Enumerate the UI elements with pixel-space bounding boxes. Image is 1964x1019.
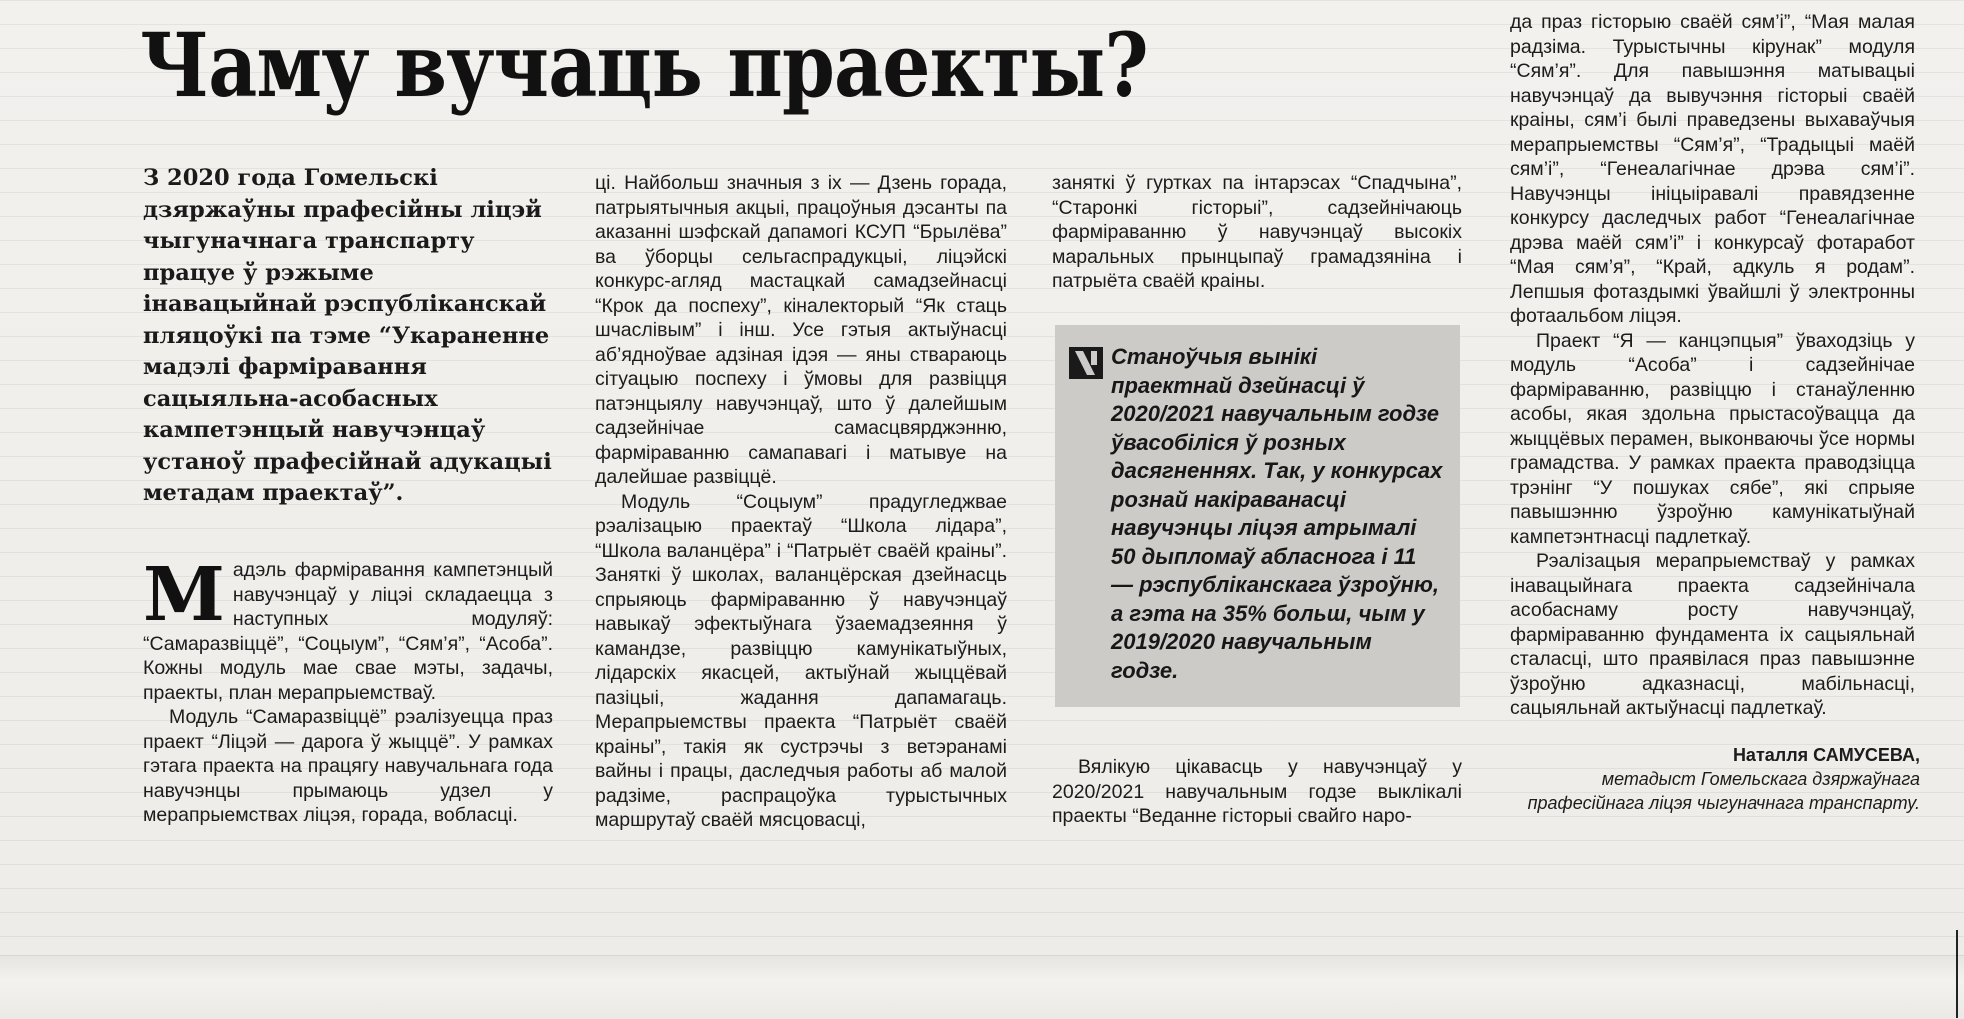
article-lead: З 2020 года Гомельскі дзяржаўны прафесійны ліцэй чыгуначнага транспарту працуе ў рэжыме інавацыйнай рэспубліканскай пляцоўкі па тэме “Укараненне мадэлі фарміравання сацыяльна-асобасных кампетэнцый навучэнцаў устаноў прафесійнай адукацыі метадам праектаў”.: [143, 165, 552, 506]
article-headline: Чаму вучаць праекты?: [140, 13, 1148, 117]
column-3-bottom: [1052, 755, 1462, 829]
page-edge-mark: [1956, 930, 1958, 1018]
author-role-line-2: прафесійнага ліцэя чыгуначнага транспарту.: [1527, 793, 1920, 813]
column-1-paragraph-1: [143, 552, 553, 705]
column-1-paragraph-1-text: адэль фарміравання кампетэнцый навучэнцаў у ліцэі складаецца з наступных модуляў: “Самаразвіццё”, “Соцыум”, “Сям’я”, “Асоба”. Кожны модуль мае свае мэты, задачы, праекты, план мерапрыемстваў.: [143, 559, 553, 704]
author-role-line-1: метадыст Гомельскага дзяржаўнага: [1601, 769, 1920, 789]
drop-cap: М: [143, 552, 225, 638]
author-name: Наталля САМУСЕВА,: [1732, 745, 1920, 765]
quote-mark-icon: [1069, 347, 1103, 379]
column-4-paragraph-3: Рэалізацыя мерапрыемстваў у рамках інавацыйнага праекта садзейнічала асобаснаму росту навучэнцаў, фарміраванню фундамента іх сацыяльнай сталасці, што праявілася праз павышэнне ўзроўню адказнасці, мабільнасці, сацыяльнай актыўнасці падлеткаў.: [1510, 550, 1915, 719]
column-4-paragraph-2: Праект “Я — канцэпцыя” ўваходзіць у модуль “Асоба” і садзейнічае фарміраванню, развіццю і станаўленню асобы, якая здольна прыстасоўвацца да жыццёвых перамен, выконваючы ўсе нормы грамадства. У рамках праекта праводзіцца трэнінг “У пошуках сябе”, які спрыяе павышэнню ўзроўню камунікатыўнай кампетэнтнасці падлеткаў.: [1510, 329, 1915, 548]
column-2-paragraph-1: ці. Найбольш значныя з іх — Дзень горада, патрыятычныя акцыі, працоўныя дэсанты па аказанні шэфскай дапамогі КСУП “Брылёва” ва ўборцы сельгаспрадукцыі, ліцэйскі конкурс-агляд мастацкай самадзейнасці “Крок да поспеху”, кіналекторый “Як стаць шчаслівым” і інш. Усе гэтыя актыўнасці аб’ядноўвае адзіная ідэя — яны ствараюць сітуацыю поспеху і ўмовы для развіцця патэнцыялу навучэнцаў, што ў далейшым садзейнічае самасцвярджэнню, фарміраванню самапавагі і матывуе на далейшае развіццё.: [595, 172, 1007, 488]
column-1-paragraph-2: Модуль “Самаразвіццё” рэалізуецца праз праект “Ліцэй — дарога ў жыццё”. У рамках гэтага праекта на працягу навучальнага года навучэнцы прымаюць удзел у мерапрыемствах ліцэя, горада, вобласці.: [143, 706, 553, 826]
column-3-top: [1052, 171, 1462, 294]
page-fold-strip: [0, 955, 1964, 1019]
column-1: [143, 552, 553, 828]
column-2-paragraph-2: Модуль “Соцыум” прадугледжвае рэалізацыю праектаў “Школа лідара”, “Школа валанцёра” і “Патрыёт сваёй краіны”. Заняткі ў школах, валанцёрская дзейнасць спрыяюць фарміраванню ў навучэнцаў навыкаў эфектыўнага ўзаемадзеяння ў камандзе, развіццю камунікатыўных, лідарскіх якасцей, актыўнай жыццёвай пазіцыі, жадання дапамагаць. Мерапрыемствы праекта “Патрыёт сваёй краіны”, такія як сустрэчы з ветэранамі вайны і працы, даследчыя работы аб малой радзіме, распрацоўка турыстычных маршрутаў сваёй мясцовасці,: [595, 490, 1007, 831]
column-4: [1510, 10, 1915, 721]
pull-quote-text: Станоўчыя вынікі праектнай дзейнасці ў 2020/2021 навучальным годзе ўвасобіліся ў розных дасягненнях. Так, у конкурсах рознай накіраванасці навучэнцы ліцэя атрымалі 50 дыпломаў абласнога і 11 — рэспубліканскага ўзроўню, а гэта на 35% больш, чым у 2019/2020 навучальным годзе.: [1111, 344, 1443, 683]
author-signature: [1528, 743, 1920, 815]
column-2: [595, 171, 1007, 833]
column-3-paragraph-1: заняткі ў гуртках па інтарэсах “Спадчына”, “Старонкі гісторыі”, садзейнічаюць фарміраванню ў навучэнцаў высокіх маральных прынцыпаў грамадзяніна і патрыёта сваёй краіны.: [1052, 172, 1462, 292]
column-3-paragraph-2: Вялікую цікавасць у навучэнцаў у 2020/2021 навучальным годзе выклікалі праекты “Веданне гісторыі свайго наро-: [1052, 756, 1462, 827]
column-4-paragraph-1: да праз гісторыю сваёй сям’і”, “Мая малая радзіма. Турыстычны кірунак” модуля “Сям’я”. Для павышэння матывацыі навучэнцаў да вывучэння гісторыі сваёй краіны, сям’і былі праведзены выхаваўчыя мерапрыемствы “Сям’я”, “Традыцыі маёй сям’і”, “Генеалагічнае дрэва сям’і”. Навучэнцы ініцыіравалі правядзенне конкурсу даследчых работ “Генеалагічнае дрэва маёй сям’і” і конкурсаў фотаработ “Мая сям’я”, “Край, адкуль я родам”. Лепшыя фотаздымкі ўвайшлі ў электронны фотаальбом ліцэя.: [1510, 11, 1915, 327]
pull-quote: [1055, 325, 1460, 707]
